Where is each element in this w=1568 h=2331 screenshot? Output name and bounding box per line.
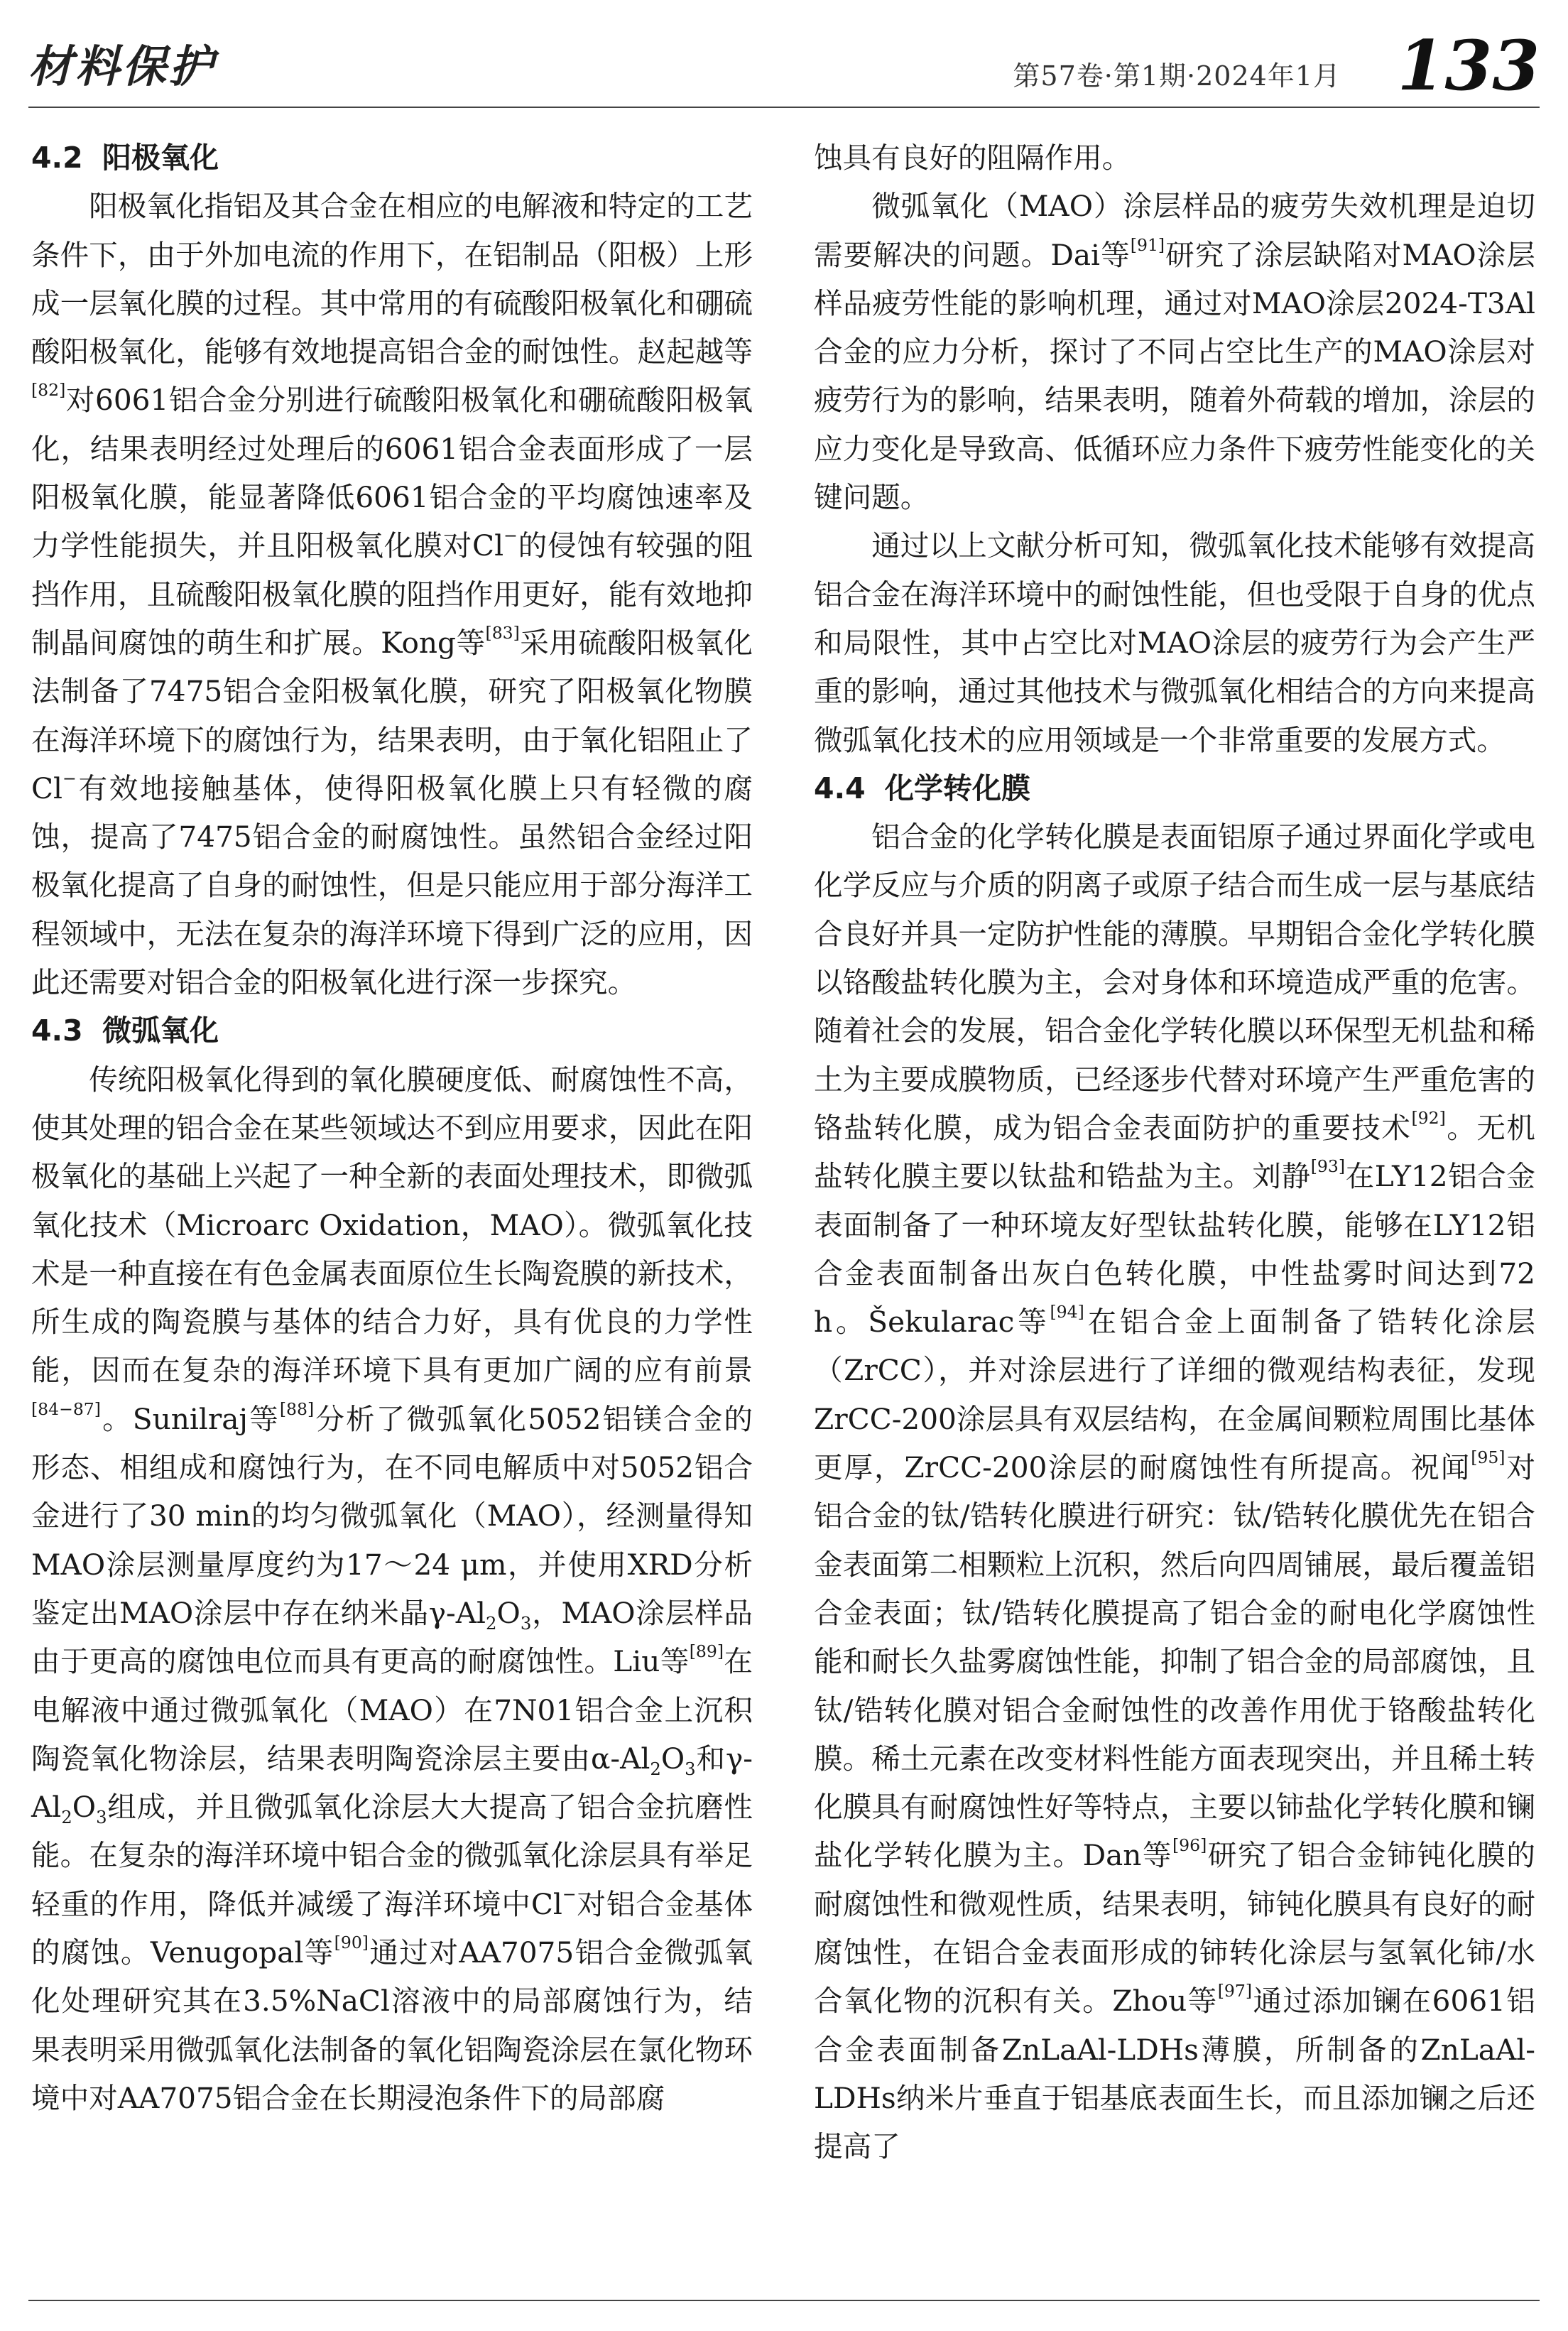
right-column bbox=[814, 134, 1535, 2170]
paragraph-micro-arc-oxidation bbox=[31, 1055, 753, 2123]
paragraph-summary: 通过以上文献分析可知，微弧氧化技术能够有效提高铝合金在海洋环境中的耐蚀性能，但也受限于自身的优点和局限性，其中占空比对MAO涂层的疲劳行为会产生严重的影响，通过其他技术与微弧氧化相结合的方向来提高微弧氧化技术的应用领域是一个非常重要的发展方式。 bbox=[814, 528, 1535, 757]
citation: [96] bbox=[1172, 1835, 1207, 1856]
text: 的侵蚀有较强的阻挡作用，且硫酸阳极氧化膜的阻挡作用更好，能有效地抑制晶间腐蚀的萌生和扩展。Kong等 bbox=[31, 528, 753, 660]
citation: [90] bbox=[334, 1932, 369, 1952]
text: 铝合金的化学转化膜是表面铝原子通过界面化学或电化学反应与介质的阴离子或原子结合而生成一层与基底结合良好并具一定防护性能的薄膜。早期铝合金化学转化膜以铬酸盐转化膜为主，会对身体和环境造成严重的危害。随着社会的发展，铝合金化学转化膜以环保型无机盐和稀土为主要成膜物质，已经逐步代替对环境产生严重危害的铬盐转化膜，成为铝合金表面防护的重要技术 bbox=[814, 820, 1535, 1145]
text: 和γ-Al bbox=[31, 1741, 753, 1825]
section-title: 化学转化膜 bbox=[885, 771, 1030, 805]
superscript: − bbox=[503, 526, 518, 546]
section-number: 4.3 bbox=[31, 1014, 83, 1048]
issue-info: 第57卷·第1期·2024年1月 bbox=[1013, 60, 1341, 92]
text: 对铝合金的钛/锆转化膜进行研究：钛/锆转化膜优先在铝合金表面第二相颗粒上沉积，然后向四周铺展，最后覆盖铝合金表面；钛/锆转化膜提高了铝合金的耐电化学腐蚀性能和耐长久盐雾腐蚀性能，抑制了铝合金的局部腐蚀，且钛/锆转化膜对铝合金耐蚀性的改善作用优于铬酸盐转化膜。稀土元素在改变材料性能方面表现突出，并且稀土转化膜具有耐腐蚀性好等特点，主要以铈盐化学转化膜和镧盐化学转化膜为主。Dan等 bbox=[814, 1450, 1535, 1873]
citation: [88] bbox=[279, 1398, 315, 1419]
section-heading-4-2 bbox=[31, 134, 753, 182]
subscript: 3 bbox=[685, 1758, 696, 1779]
section-title: 微弧氧化 bbox=[102, 1014, 219, 1048]
text: 对6061铝合金分别进行硫酸阳极氧化和硼硫酸阳极氧化，结果表明经过处理后的6061铝合金表面形成了一层阳极氧化膜，能显著降低6061铝合金的平均腐蚀速率及力学性能损失，并且阳极氧化膜对Cl bbox=[31, 383, 753, 563]
header-rule bbox=[28, 107, 1540, 108]
superscript: − bbox=[562, 1884, 577, 1904]
subscript: 2 bbox=[61, 1807, 72, 1828]
text: 微弧氧化（MAO）涂层样品的疲劳失效机理是迫切需要解决的问题。Dai等 bbox=[814, 189, 1535, 272]
superscript: − bbox=[62, 768, 77, 788]
text: 对铝合金基体的腐蚀。Venugopal等 bbox=[31, 1886, 753, 1969]
citation: [94] bbox=[1050, 1302, 1084, 1322]
text: 采用硫酸阳极氧化法制备了7475铝合金阳极氧化膜，研究了阳极氧化物膜在海洋环境下的腐蚀行为，结果表明，由于氧化铝阻止了Cl bbox=[31, 625, 753, 805]
citation: [91] bbox=[1130, 234, 1165, 255]
text: 研究了铝合金铈钝化膜的耐腐蚀性和微观性质，结果表明，铈钝化膜具有良好的耐腐蚀性，在铝合金表面形成的铈转化涂层与氢氧化铈/水合氧化物的沉积有关。Zhou等 bbox=[814, 1838, 1535, 2018]
text: 通过对AA7075铝合金微弧氧化处理研究其在3.5%NaCl溶液中的局部腐蚀行为，结果表明采用微弧氧化法制备的氧化铝陶瓷涂层在氯化物环境中对AA7075铝合金在长期浸泡条件下的局部腐 bbox=[31, 1935, 753, 2115]
citation: [89] bbox=[689, 1641, 724, 1662]
paragraph-conversion-film bbox=[814, 813, 1535, 2170]
text: 在LY12铝合金表面制备了一种环境友好型钛盐转化膜，能够在LY12铝合金表面制备出灰白色转化膜，中性盐雾时间达到72 h。Šekularac等 bbox=[814, 1159, 1536, 1340]
subscript: 2 bbox=[650, 1758, 661, 1779]
text: O bbox=[496, 1595, 521, 1630]
text: 在铝合金上面制备了锆转化涂层（ZrCC），并对涂层进行了详细的微观结构表征，发现ZrCC-200涂层具有双层结构，在金属间颗粒周围比基体更厚，ZrCC-200涂层的耐腐蚀性有所提高。祝闻 bbox=[814, 1305, 1536, 1485]
text: ，MAO涂层样品由于更高的腐蚀电位而具有更高的耐腐蚀性。Liu等 bbox=[31, 1595, 753, 1679]
text: 在电解液中通过微弧氧化（MAO）在7N01铝合金上沉积陶瓷氧化物涂层，结果表明陶瓷涂层主要由α-Al bbox=[31, 1644, 753, 1776]
text: 分析了微弧氧化5052铝镁合金的形态、相组成和腐蚀行为，在不同电解质中对5052铝合金进行了30 min的均匀微弧氧化（MAO），经测量得知MAO涂层测量厚度约为17～24 μm，并使用XRD分析鉴定出MAO涂层中存在纳米晶γ-Al bbox=[31, 1401, 753, 1630]
citation: [93] bbox=[1310, 1156, 1346, 1177]
text: 传统阳极氧化得到的氧化膜硬度低、耐腐蚀性不高，使其处理的铝合金在某些领域达不到应用要求，因此在阳极氧化的基础上兴起了一种全新的表面处理技术，即微弧氧化技术（Microarc Oxidation，MAO）。微弧氧化技术是一种直接在有色金属表面原位生长陶瓷膜的新技术，所生成的陶瓷膜与基体的结合力好，具有优良的力学性能，因而在复杂的海洋环境下具有更加广阔的应有前景 bbox=[31, 1062, 753, 1388]
text: 有效地接触基体，使得阳极氧化膜上只有轻微的腐蚀，提高了7475铝合金的耐腐蚀性。虽然铝合金经过阳极氧化提高了自身的耐蚀性，但是只能应用于部分海洋工程领域中，无法在复杂的海洋环境下得到广泛的应用，因此还需要对铝合金的阳极氧化进行深一步探究。 bbox=[31, 771, 753, 1000]
section-title: 阳极氧化 bbox=[102, 141, 219, 175]
section-number: 4.2 bbox=[31, 141, 83, 175]
subscript: 3 bbox=[520, 1613, 532, 1634]
citation: [92] bbox=[1411, 1107, 1446, 1128]
section-number: 4.4 bbox=[814, 771, 866, 805]
text: 通过添加镧在6061铝合金表面制备ZnLaAl-LDHs薄膜，所制备的ZnLaAl-LDHs纳米片垂直于铝基底表面生长，而且添加镧之后还提高了 bbox=[814, 1984, 1535, 2164]
section-heading-4-4 bbox=[814, 764, 1535, 813]
footer-rule bbox=[28, 2300, 1540, 2301]
citation: [97] bbox=[1217, 1981, 1253, 2001]
citation: [95] bbox=[1471, 1447, 1506, 1467]
journal-name: 材料保护 bbox=[28, 40, 217, 92]
paragraph-fatigue bbox=[814, 182, 1535, 521]
text: 组成，并且微弧氧化涂层大大提高了铝合金抗磨性能。在复杂的海洋环境中铝合金的微弧氧化涂层具有举足轻重的作用，降低并减缓了海洋环境中Cl bbox=[31, 1790, 753, 1921]
section-heading-4-3 bbox=[31, 1006, 753, 1055]
citation: [83] bbox=[485, 622, 520, 643]
text: 阳极氧化指铝及其合金在相应的电解液和特定的工艺条件下，由于外加电流的作用下，在铝制品（阳极）上形成一层氧化膜的过程。其中常用的有硫酸阳极氧化和硼硫酸阳极氧化，能够有效地提高铝合金的耐蚀性。赵起越等 bbox=[31, 189, 753, 369]
subscript: 2 bbox=[486, 1613, 497, 1634]
citation: [84−87] bbox=[31, 1398, 101, 1419]
running-header bbox=[28, 26, 1540, 104]
left-column bbox=[31, 134, 753, 2122]
text: O bbox=[660, 1741, 685, 1776]
citation: [82] bbox=[31, 380, 66, 401]
text: O bbox=[72, 1790, 97, 1825]
page-number: 133 bbox=[1397, 26, 1540, 106]
text: 。Sunilraj等 bbox=[100, 1401, 280, 1436]
paragraph-anodizing bbox=[31, 182, 753, 1006]
text: 研究了涂层缺陷对MAO涂层样品疲劳性能的影响机理，通过对MAO涂层2024-T3Al合金的应力分析，探讨了不同占空比生产的MAO涂层对疲劳行为的影响，结果表明，随着外荷载的增加，涂层的应力变化是导致高、低循环应力条件下疲劳性能变化的关键问题。 bbox=[814, 237, 1535, 515]
paragraph-continued: 蚀具有良好的阻隔作用。 bbox=[814, 141, 1131, 175]
subscript: 3 bbox=[96, 1807, 107, 1828]
text: 。无机盐转化膜主要以钛盐和锆盐为主。刘静 bbox=[814, 1110, 1536, 1194]
